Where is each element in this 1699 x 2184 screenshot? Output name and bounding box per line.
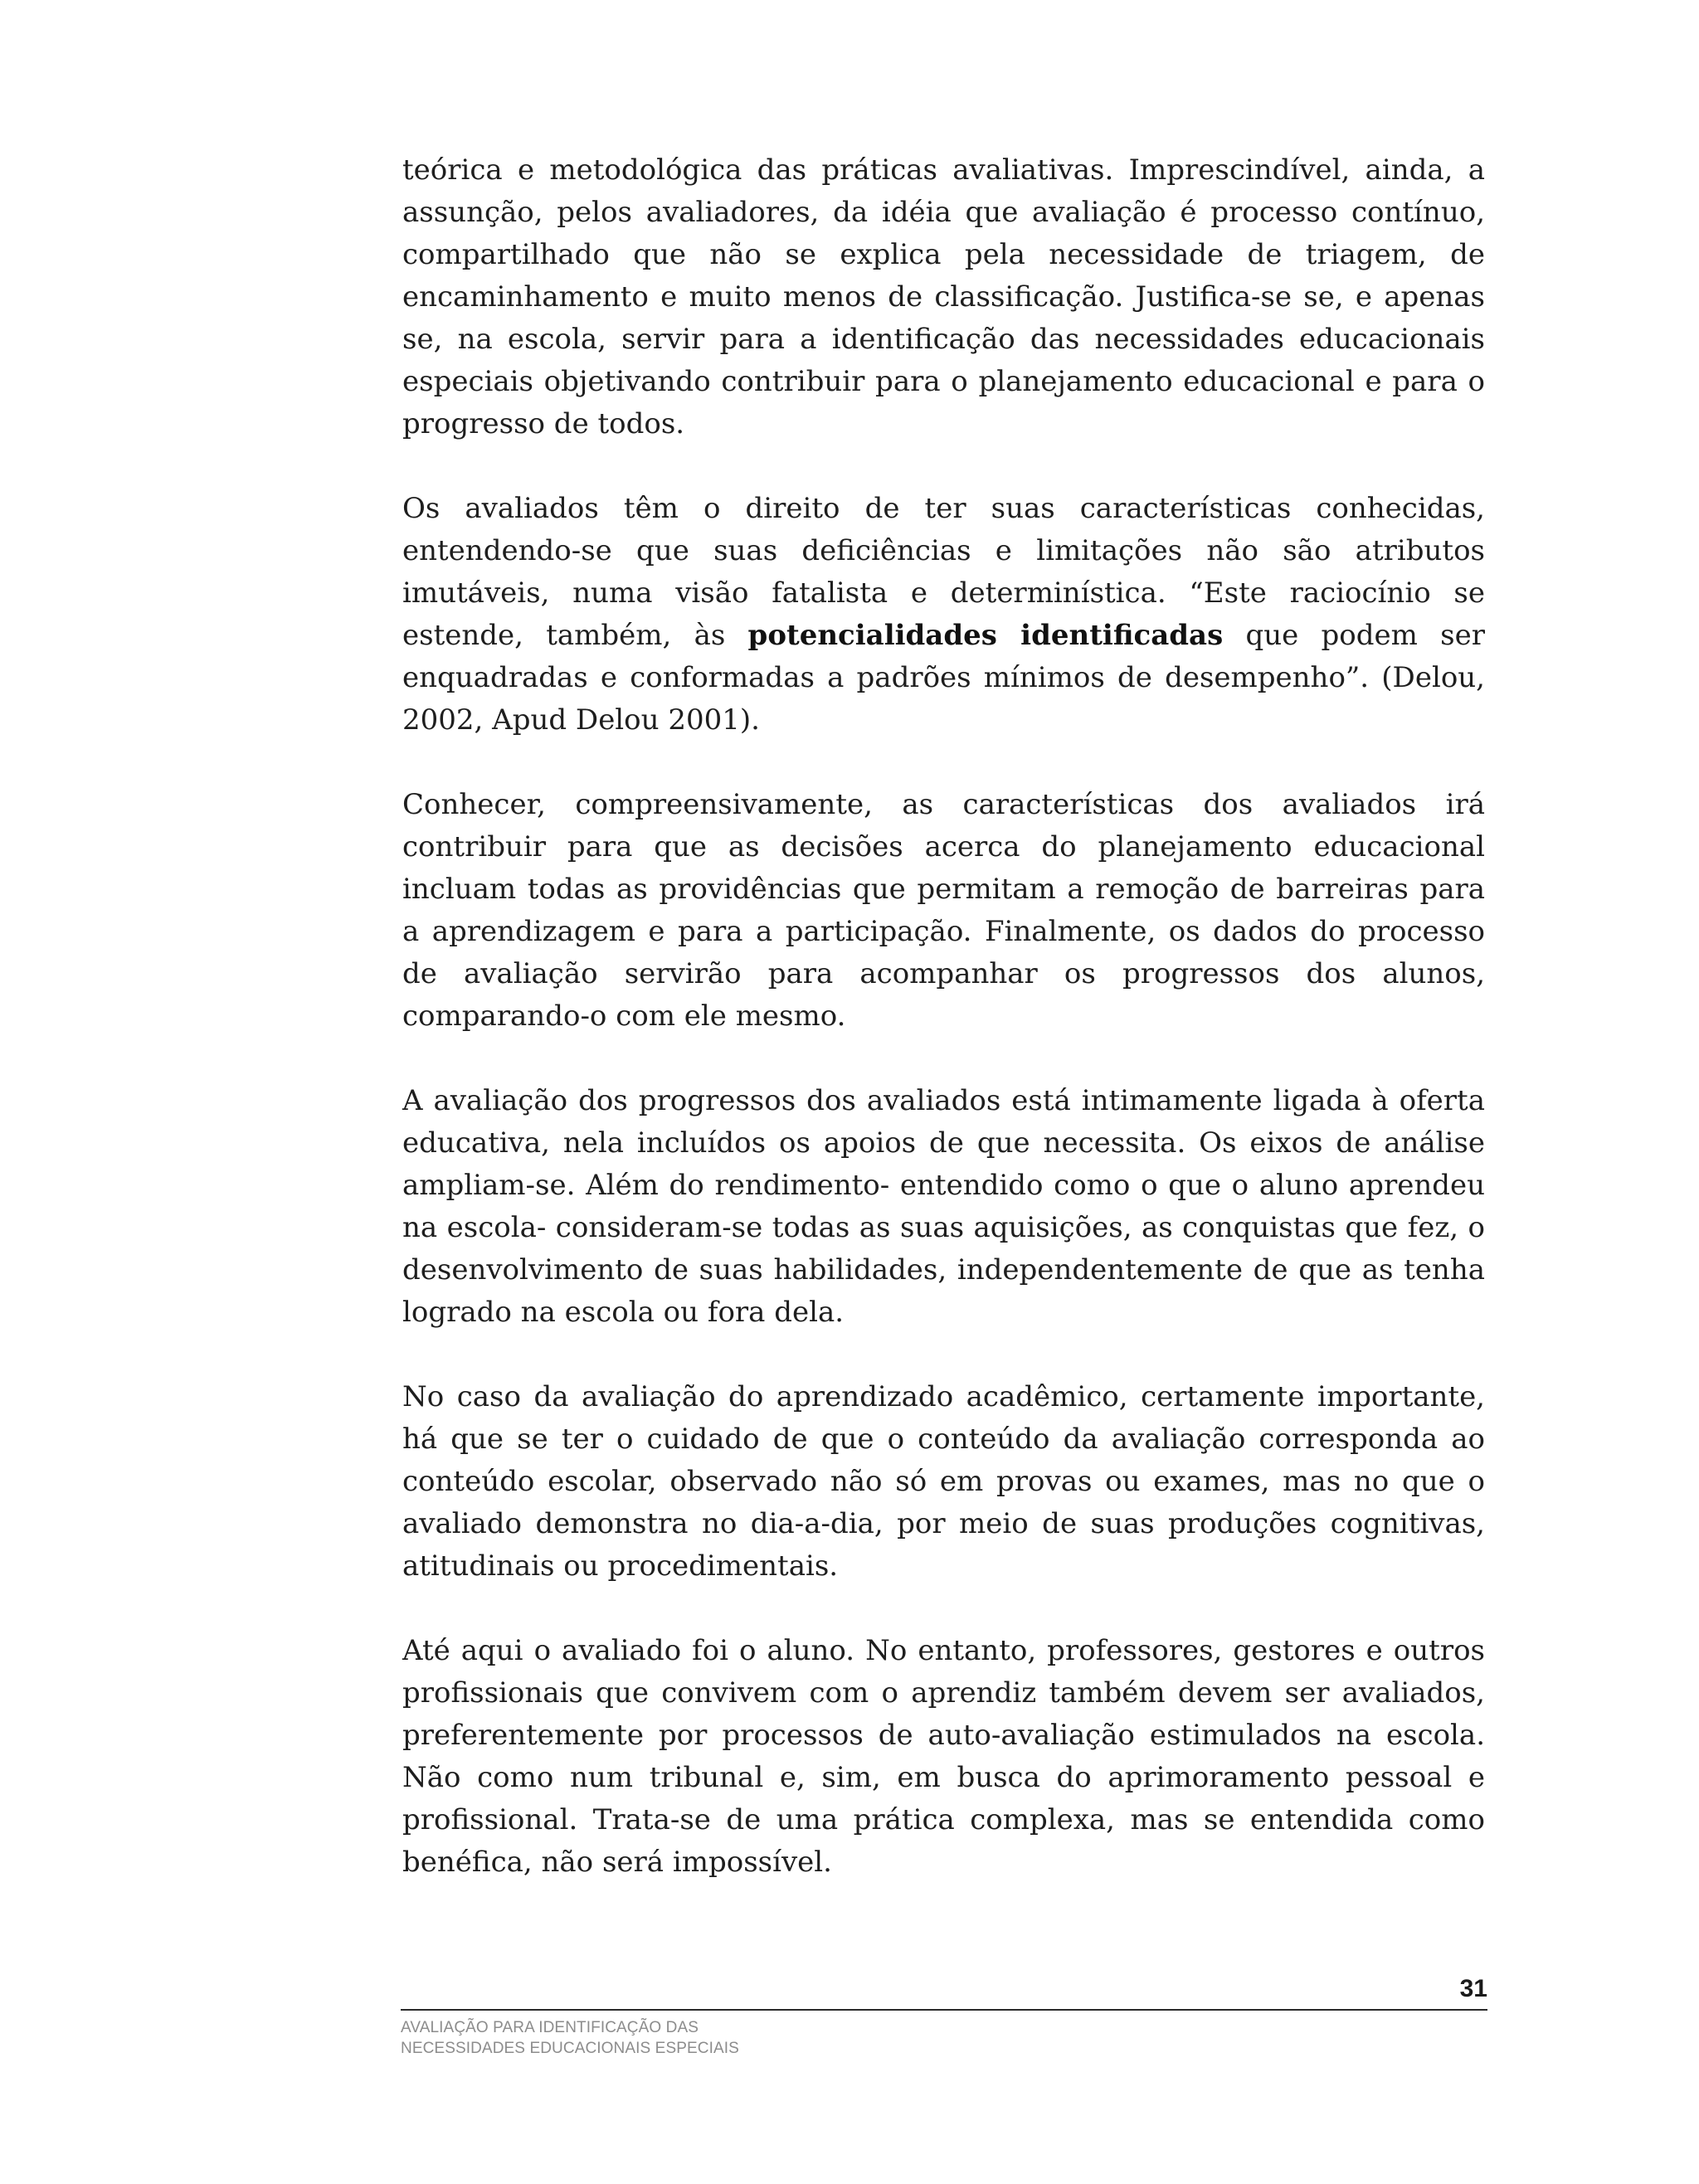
paragraph-2 — [402, 488, 1485, 742]
paragraph-3: Conhecer, compreensivamente, as características dos avaliados irá contribuir para que as decisões acerca do planejamento educacional incluam todas as providências que permitam a remoção de barreiras para a aprendizagem e para a participação. Finalmente, os dados do processo de avaliação servirão para acompanhar os progressos dos alunos, comparando-o com ele mesmo. — [402, 788, 1485, 1033]
body-text — [402, 149, 1485, 1926]
running-title-line-2: NECESSIDADES EDUCACIONAIS ESPECIAIS — [401, 2040, 739, 2057]
paragraph-1: teórica e metodológica das práticas avaliativas. Imprescindível, ainda, a assunção, pelos avaliadores, da idéia que avaliação é processo contínuo, compartilhado que não se explica pela necessidade de triagem, de encaminhamento e muito menos de classificação. Justifica-se se, e apenas se, na escola, servir para a identificação das necessidades educacionais especiais objetivando contribuir para o planejamento educacional e para o progresso de todos. — [402, 153, 1485, 440]
running-title-line-1: AVALIAÇÃO PARA IDENTIFICAÇÃO DAS — [401, 2019, 699, 2036]
paragraph-2-tail: que podem ser enquadradas e conformadas a padrões mínimos de desempenho”. (Delou, 2002, Apud Delou 2001). — [402, 619, 1485, 737]
paragraph-2-emphasis: potencialidades identificadas — [747, 619, 1224, 652]
footer-divider — [401, 2009, 1487, 2011]
paragraph-2-lead: Os avaliados têm o direito de ter suas características conhecidas, entendendo-se que suas deficiências e limitações não são atributos imutáveis, numa visão fatalista e determinística. “Este raciocínio se estende, também, às — [402, 492, 1485, 652]
paragraph-6: Até aqui o avaliado foi o aluno. No entanto, professores, gestores e outros profissionais que convivem com o aprendiz também devem ser avaliados, preferentemente por processos de auto-avaliação estimulados na escola. Não como num tribunal e, sim, em busca do aprimoramento pessoal e profissional. Trata-se de uma prática complexa, mas se entendida como benéfica, não será impossível. — [402, 1634, 1485, 1879]
page-footer — [401, 1974, 1487, 2059]
paragraph-4: A avaliação dos progressos dos avaliados está intimamente ligada à oferta educativa, nela incluídos os apoios de que necessita. Os eixos de análise ampliam-se. Além do rendimento- entendido como o que o aluno aprendeu na escola- consideram-se todas as suas aquisições, as conquistas que fez, o desenvolvimento de suas habilidades, independentemente de que as tenha logrado na escola ou fora dela. — [402, 1084, 1485, 1329]
page-number: 31 — [1459, 1975, 1487, 2002]
running-title — [401, 2017, 1487, 2059]
paragraph-5: No caso da avaliação do aprendizado acadêmico, certamente importante, há que se ter o cuidado de que o conteúdo da avaliação corresponda ao conteúdo escolar, observado não só em provas ou exames, mas no que o avaliado demonstra no dia-a-dia, por meio de suas produções cognitivas, atitudinais ou procedimentais. — [402, 1380, 1485, 1583]
